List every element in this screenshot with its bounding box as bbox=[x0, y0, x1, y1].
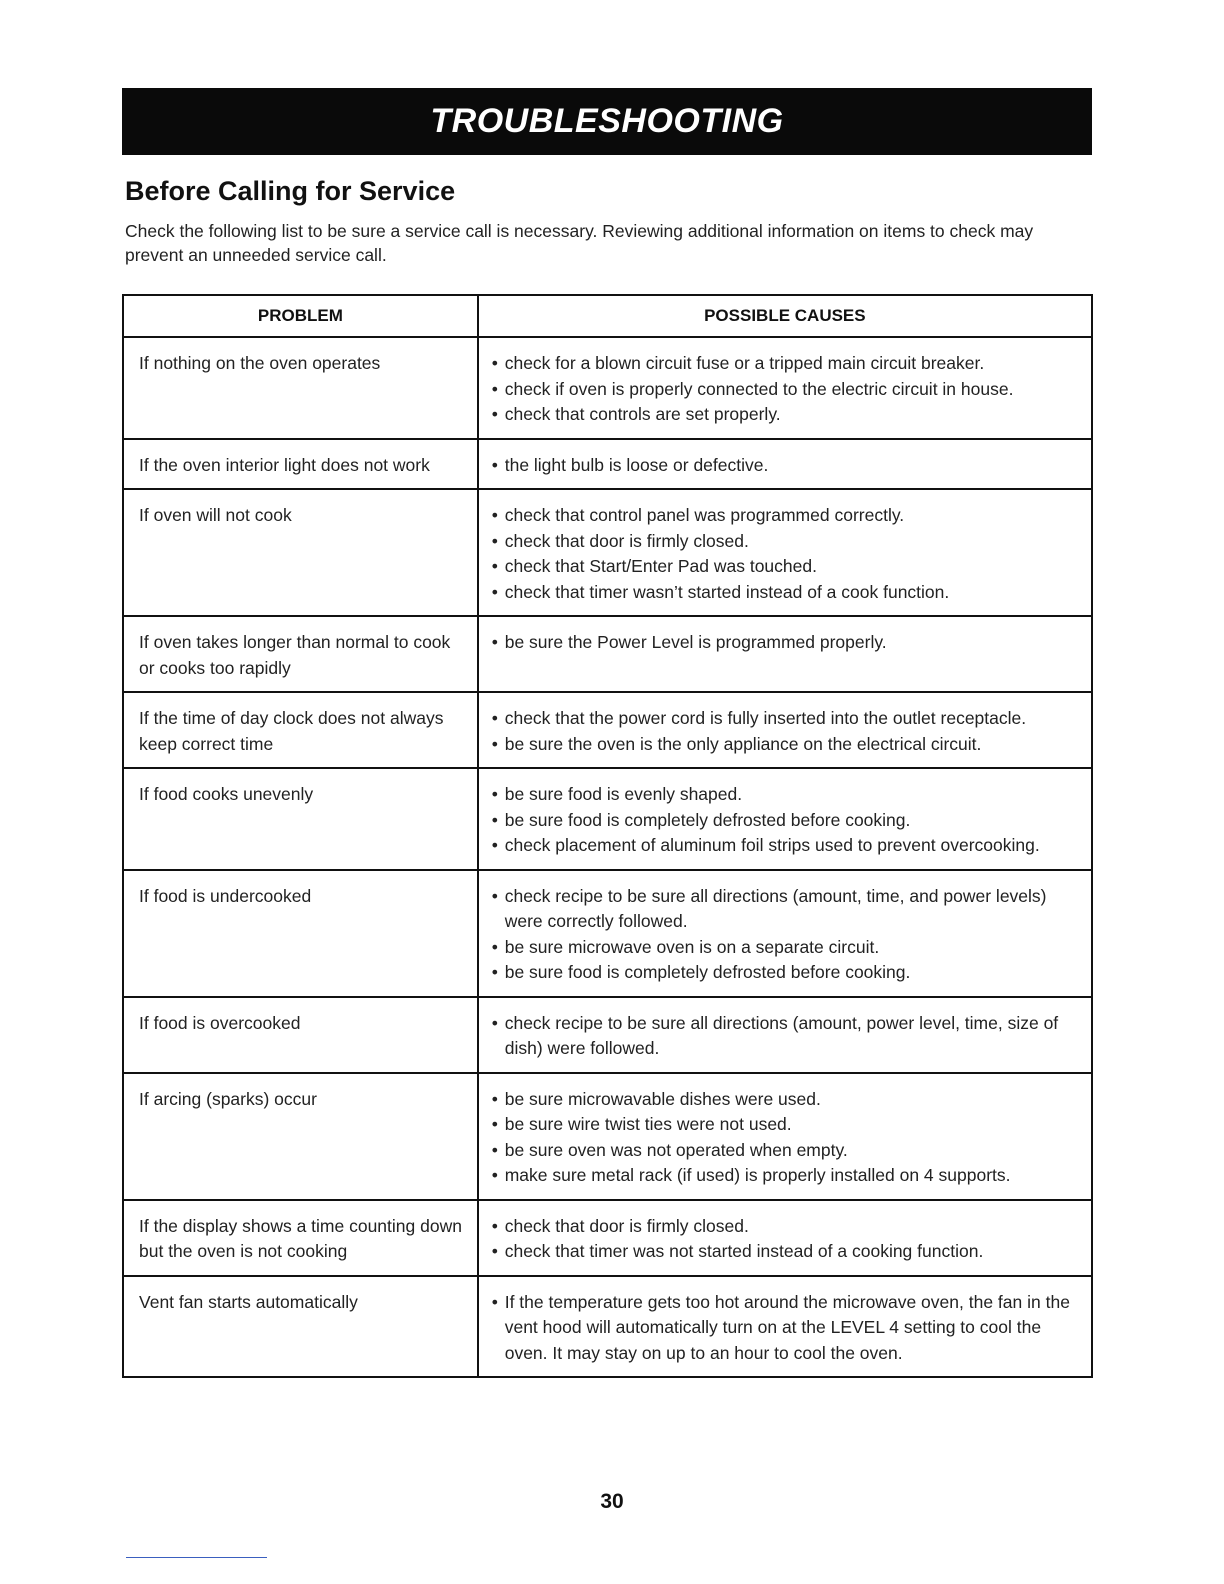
table-row bbox=[123, 1073, 1092, 1200]
problem-cell: If oven will not cook bbox=[123, 489, 478, 616]
cause-item: • make sure metal rack (if used) is properly installed on 4 supports. bbox=[492, 1163, 1085, 1189]
causes-cell bbox=[478, 997, 1092, 1073]
header-problem: PROBLEM bbox=[123, 295, 478, 337]
causes-list bbox=[492, 453, 1085, 479]
causes-cell bbox=[478, 616, 1092, 692]
cause-item: • If the temperature gets too hot around the microwave oven, the fan in the vent hood will automatically turn on at the LEVEL 4 setting to cool the oven. It may stay on up to an hour to cool the oven. bbox=[492, 1290, 1085, 1367]
cause-item: • check that Start/Enter Pad was touched. bbox=[492, 554, 1085, 580]
causes-list bbox=[492, 351, 1085, 428]
causes-list bbox=[492, 1011, 1085, 1062]
cause-item: • check recipe to be sure all directions (amount, power level, time, size of dish) were followed. bbox=[492, 1011, 1085, 1062]
cause-item: • check that door is firmly closed. bbox=[492, 529, 1085, 555]
cause-item: • be sure food is completely defrosted before cooking. bbox=[492, 960, 1085, 986]
problem-cell: If food is undercooked bbox=[123, 870, 478, 997]
problem-cell: If food cooks unevenly bbox=[123, 768, 478, 870]
causes-cell bbox=[478, 439, 1092, 490]
problem-cell: If the time of day clock does not always keep correct time bbox=[123, 692, 478, 768]
problem-cell: Vent fan starts automatically bbox=[123, 1276, 478, 1378]
causes-cell bbox=[478, 692, 1092, 768]
causes-cell bbox=[478, 1276, 1092, 1378]
cause-item: • check that control panel was programmed correctly. bbox=[492, 503, 1085, 529]
cause-item: • the light bulb is loose or defective. bbox=[492, 453, 1085, 479]
problem-cell: If the display shows a time counting down but the oven is not cooking bbox=[123, 1200, 478, 1276]
intro-paragraph: Check the following list to be sure a service call is necessary. Reviewing additional information on items to check may prevent an unneeded service call. bbox=[125, 221, 1034, 265]
causes-list bbox=[492, 1087, 1085, 1189]
causes-cell bbox=[478, 1200, 1092, 1276]
causes-cell bbox=[478, 337, 1092, 439]
problem-cell: If the oven interior light does not work bbox=[123, 439, 478, 490]
table-row bbox=[123, 489, 1092, 616]
cause-item: • check that timer wasn’t started instead of a cook function. bbox=[492, 580, 1085, 606]
cause-item: • be sure the oven is the only appliance on the electrical circuit. bbox=[492, 732, 1085, 758]
banner-title: TROUBLESHOOTING bbox=[430, 102, 784, 140]
troubleshooting-table bbox=[122, 294, 1093, 1378]
table-row bbox=[123, 1200, 1092, 1276]
cause-item: • check that controls are set properly. bbox=[492, 402, 1085, 428]
causes-cell bbox=[478, 489, 1092, 616]
cause-item: • be sure the Power Level is programmed properly. bbox=[492, 630, 1085, 656]
causes-cell bbox=[478, 768, 1092, 870]
table-body bbox=[123, 337, 1092, 1377]
table-row bbox=[123, 439, 1092, 490]
problem-cell: If arcing (sparks) occur bbox=[123, 1073, 478, 1200]
section-title: Before Calling for Service bbox=[125, 176, 456, 206]
causes-cell bbox=[478, 1073, 1092, 1200]
table-row bbox=[123, 997, 1092, 1073]
table-header-row bbox=[123, 295, 1092, 337]
causes-list bbox=[492, 1214, 1085, 1265]
troubleshooting-banner bbox=[122, 88, 1092, 155]
cause-item: • check if oven is properly connected to the electric circuit in house. bbox=[492, 377, 1085, 403]
page-number: 30 bbox=[600, 1490, 624, 1513]
table-row bbox=[123, 768, 1092, 870]
causes-list bbox=[492, 706, 1085, 757]
causes-list bbox=[492, 503, 1085, 605]
table-row bbox=[123, 1276, 1092, 1378]
footer-rule bbox=[126, 1557, 267, 1558]
header-possible-causes: POSSIBLE CAUSES bbox=[478, 295, 1092, 337]
table-row bbox=[123, 870, 1092, 997]
cause-item: • be sure microwavable dishes were used. bbox=[492, 1087, 1085, 1113]
table-row bbox=[123, 692, 1092, 768]
problem-cell: If nothing on the oven operates bbox=[123, 337, 478, 439]
cause-item: • check recipe to be sure all directions (amount, time, and power levels) were correctly followed. bbox=[492, 884, 1085, 935]
causes-list bbox=[492, 630, 1085, 656]
cause-item: • be sure food is evenly shaped. bbox=[492, 782, 1085, 808]
table-row bbox=[123, 337, 1092, 439]
cause-item: • be sure oven was not operated when empty. bbox=[492, 1138, 1085, 1164]
cause-item: • be sure microwave oven is on a separate circuit. bbox=[492, 935, 1085, 961]
table-row bbox=[123, 616, 1092, 692]
problem-cell: If food is overcooked bbox=[123, 997, 478, 1073]
causes-list bbox=[492, 884, 1085, 986]
cause-item: • check that timer was not started instead of a cooking function. bbox=[492, 1239, 1085, 1265]
causes-list bbox=[492, 782, 1085, 859]
cause-item: • check that door is firmly closed. bbox=[492, 1214, 1085, 1240]
cause-item: • be sure food is completely defrosted before cooking. bbox=[492, 808, 1085, 834]
cause-item: • check placement of aluminum foil strips used to prevent overcooking. bbox=[492, 833, 1085, 859]
cause-item: • check that the power cord is fully inserted into the outlet receptacle. bbox=[492, 706, 1085, 732]
cause-item: • be sure wire twist ties were not used. bbox=[492, 1112, 1085, 1138]
causes-cell bbox=[478, 870, 1092, 997]
causes-list bbox=[492, 1290, 1085, 1367]
cause-item: • check for a blown circuit fuse or a tripped main circuit breaker. bbox=[492, 351, 1085, 377]
problem-cell: If oven takes longer than normal to cook or cooks too rapidly bbox=[123, 616, 478, 692]
